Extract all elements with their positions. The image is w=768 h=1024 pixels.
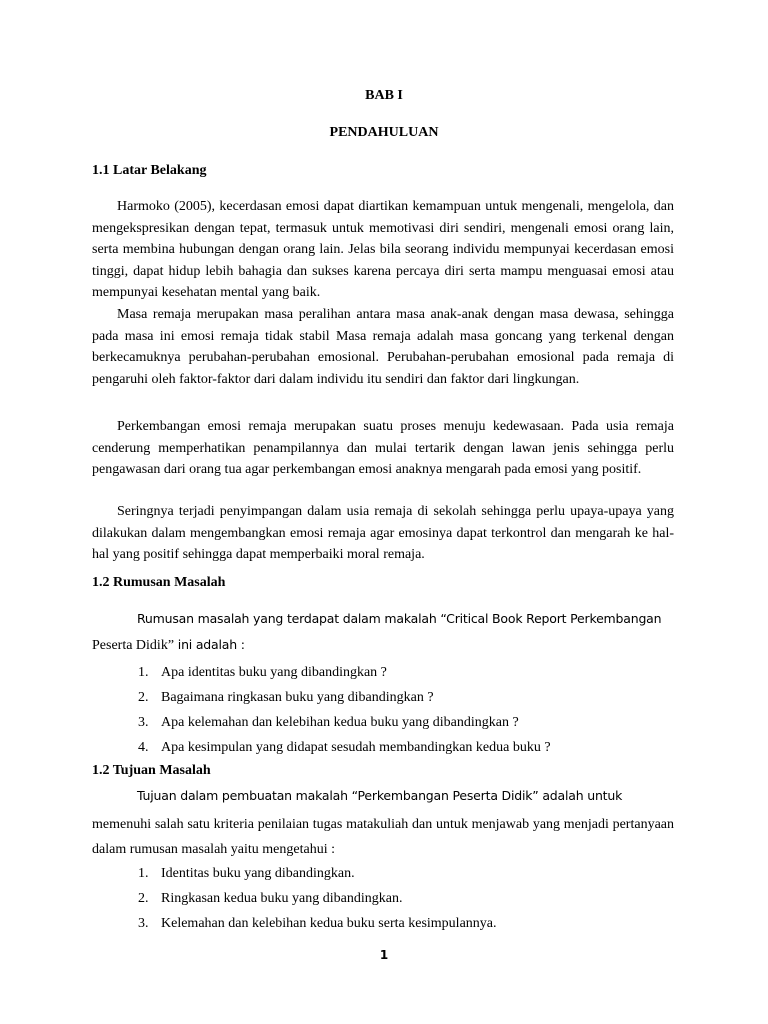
tujuan-list [138, 863, 497, 938]
list-item: 2. Ringkasan kedua buku yang dibandingkan. [138, 891, 403, 906]
page-number: 1 [379, 948, 389, 962]
section-heading-rumusan-masalah: 1.2 Rumusan Masalah [92, 575, 226, 590]
list-item: 3. Kelemahan dan kelebihan kedua buku serta kesimpulannya. [138, 916, 497, 931]
chapter-label: BAB I [365, 88, 403, 103]
rumusan-intro-line2-b: ini adalah : [174, 637, 245, 652]
paragraph-4: Seringnya terjadi penyimpangan dalam usia remaja di sekolah sehingga perlu upaya-upaya yang dilakukan dalam mengembangkan emosi remaja agar emosinya dapat terkontrol dan mengarah ke hal-hal yang positif sehingga dapat memperbaiki moral remaja. [92, 504, 674, 562]
rumusan-intro-line1: Rumusan masalah yang terdapat dalam makalah “Critical Book Report Perkembangan [137, 611, 662, 626]
chapter-title: PENDAHULUAN [329, 125, 439, 140]
rumusan-intro-line2-a: Peserta Didik” [92, 638, 175, 653]
section-heading-tujuan-masalah: 1.2 Tujuan Masalah [92, 763, 211, 778]
list-item: 2. Bagaimana ringkasan buku yang dibandingkan ? [138, 690, 434, 705]
list-item: 3. Apa kelemahan dan kelebihan kedua buku yang dibandingkan ? [138, 715, 519, 730]
paragraph-2: Masa remaja merupakan masa peralihan antara masa anak-anak dengan masa dewasa, sehingga pada masa ini emosi remaja tidak stabil Masa remaja adalah masa goncang yang terkenal dengan berkecamuknya perubahan-perubahan emosional. Perubahan-perubahan emosional pada remaja di pengaruhi oleh faktor-faktor dari dalam individu itu sendiri dan faktor dari lingkungan. [92, 307, 674, 387]
rumusan-intro-line2 [92, 637, 674, 654]
paragraph-1: Harmoko (2005), kecerdasan emosi dapat diartikan kemampuan untuk mengenali, mengelola, dan mengekspresikan dengan tepat, termasuk untuk memotivasi diri sendiri, mengenali emosi orang lain, serta membina hubungan dengan orang lain. Jelas bila seorang individu mempunyai kecerdasan emosi tinggi, dapat hidup lebih bahagia dan sukses karena percaya diri serta mampu menguasai emosi atau mempunyai kesehatan mental yang baik. [92, 199, 674, 300]
section-heading-latar-belakang: 1.1 Latar Belakang [92, 163, 207, 178]
paragraph-3: Perkembangan emosi remaja merupakan suatu proses menuju kedewasaan. Pada usia remaja cenderung memperhatikan penampilannya dan mulai tertarik dengan lawan jenis sehingga perlu pengawasan dari orang tua agar perkembangan emosi anaknya mengarah pada emosi yang positif. [92, 419, 674, 477]
tujuan-intro-rest: memenuhi salah satu kriteria penilaian tugas matakuliah dan untuk menjawab yang menjadi pertanyaan dalam rumusan masalah yaitu mengetahui : [92, 817, 674, 857]
list-item: 1. Identitas buku yang dibandingkan. [138, 866, 355, 881]
list-item: 1. Apa identitas buku yang dibandingkan ? [138, 665, 387, 680]
tujuan-intro-line1: Tujuan dalam pembuatan makalah “Perkembangan Peserta Didik” adalah untuk [137, 788, 623, 803]
rumusan-list [138, 662, 551, 762]
list-item: 4. Apa kesimpulan yang didapat sesudah membandingkan kedua buku ? [138, 740, 551, 755]
